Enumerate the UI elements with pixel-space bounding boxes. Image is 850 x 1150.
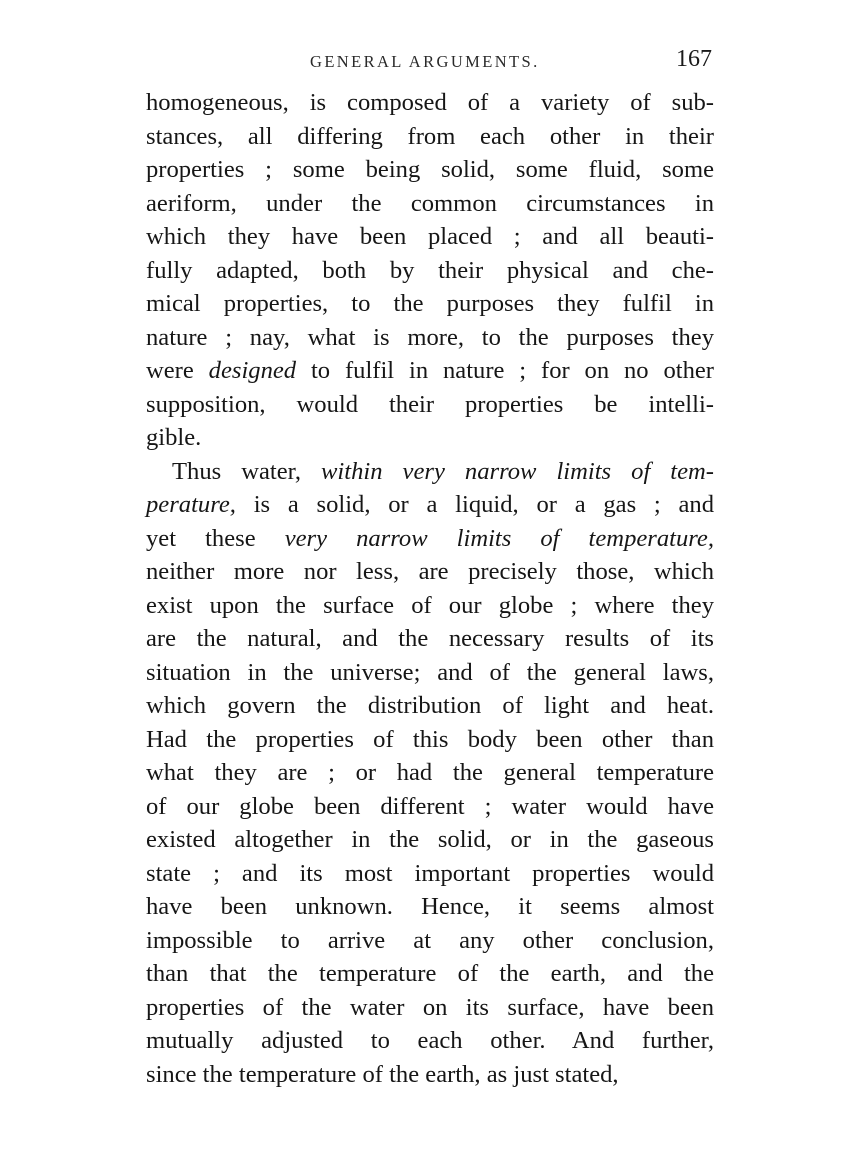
text-run: supposition, would their properties be intelli- (146, 390, 714, 418)
text-run: state ; and its most important properties would (146, 859, 714, 887)
text-line (146, 287, 714, 321)
text-line (146, 153, 714, 187)
text-run: were (146, 357, 209, 384)
text-line (146, 421, 714, 455)
text-run: mutually adjusted to each other. And further, (146, 1027, 714, 1054)
italic-text-run: designed (208, 357, 297, 384)
text-run: situation in the universe; and of the general laws, (146, 658, 714, 686)
text-line (146, 689, 714, 723)
text-line (146, 991, 714, 1025)
text-line (146, 589, 714, 623)
text-line (146, 1058, 714, 1092)
italic-text-run: perature, (146, 491, 236, 518)
text-line (146, 388, 714, 422)
text-run: which govern the distribution of light and heat. (146, 692, 714, 719)
text-run: have been unknown. Hence, it seems almost (146, 893, 714, 920)
text-run: existed altogether in the solid, or in the gaseous (146, 826, 714, 853)
text-line (146, 488, 714, 522)
text-line (146, 957, 714, 991)
text-line (146, 890, 714, 924)
text-run: impossible to arrive at any other conclusion, (146, 926, 714, 954)
text-run: fully adapted, both by their physical and che- (146, 256, 714, 284)
body-text (146, 86, 714, 1091)
text-line (146, 857, 714, 891)
text-line (146, 622, 714, 656)
text-line (146, 823, 714, 857)
text-run: Thus water, (172, 457, 322, 485)
text-line (146, 220, 714, 254)
text-run: exist upon the surface of our globe ; where they (146, 591, 714, 619)
text-run: aeriform, under the common circumstances in (146, 189, 714, 217)
text-run: since the temperature of the earth, as just stated, (146, 1060, 619, 1088)
text-line (146, 790, 714, 824)
text-line (146, 86, 714, 120)
page-number: 167 (676, 46, 712, 72)
running-head (146, 48, 714, 76)
text-run: properties of the water on its surface, have been (146, 993, 714, 1021)
text-line (146, 924, 714, 958)
text-line (146, 555, 714, 589)
italic-text-run: very narrow limits of temperature, (284, 524, 714, 552)
text-line (146, 656, 714, 690)
text-run: neither more nor less, are precisely those, which (146, 558, 714, 585)
text-run: homogeneous, is composed of a variety of sub- (146, 89, 714, 116)
text-run: are the natural, and the necessary results of its (146, 625, 714, 652)
text-line (146, 321, 714, 355)
text-line (146, 723, 714, 757)
text-line (146, 254, 714, 288)
text-run: of our globe been different ; water would have (146, 792, 714, 820)
text-line (146, 120, 714, 154)
text-run: mical properties, to the purposes they fulfil in (146, 290, 714, 317)
text-line (146, 756, 714, 790)
text-run: yet these (146, 524, 285, 552)
text-line (146, 455, 714, 489)
text-run: to fulfil in nature ; for on no other (296, 357, 714, 384)
text-run: what they are ; or had the general temperature (146, 759, 714, 786)
text-line (146, 1024, 714, 1058)
text-run: which they have been placed ; and all beauti- (146, 223, 714, 250)
text-run: properties ; some being solid, some fluid, some (146, 156, 714, 183)
text-line (146, 354, 714, 388)
text-line (146, 522, 714, 556)
running-title: GENERAL ARGUMENTS. (310, 52, 540, 71)
text-run: gible. (146, 424, 202, 451)
text-run: is a solid, or a liquid, or a gas ; and (235, 491, 714, 518)
text-line (146, 187, 714, 221)
text-run: than that the temperature of the earth, and the (146, 960, 714, 987)
text-run: nature ; nay, what is more, to the purposes they (146, 323, 714, 351)
italic-text-run: within very narrow limits of tem- (321, 457, 715, 485)
text-run: stances, all differing from each other in their (146, 122, 714, 150)
text-run: Had the properties of this body been other than (146, 725, 714, 753)
